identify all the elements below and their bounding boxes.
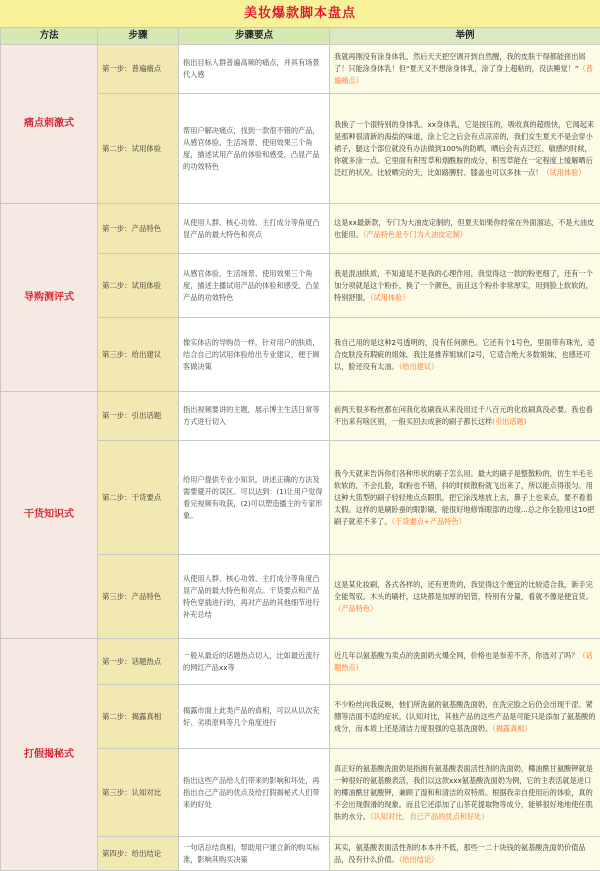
step-cell: 第三步：给出建议 — [98, 318, 179, 392]
example-tag: （给出建议） — [399, 362, 439, 371]
method-cell: 痛点刺激式 — [1, 45, 98, 204]
header-method: 方法 — [1, 28, 98, 45]
table-row — [1, 639, 600, 685]
point-cell: 一句话总结真相，帮助用户建立新的购买标准，影响其购买决策 — [179, 837, 330, 871]
point-cell: 从使用人群、核心功效、主打成分等角度凸显产品的最大特色和亮点 — [179, 204, 330, 254]
point-cell: 指出目标人群普遍高频的痛点，并具有场景代入感 — [179, 45, 330, 94]
point-cell: 指出这些产品给人们带来的影响和坏处，再指出自己产品的优点及给打假揭秘式人们带来的好处 — [179, 749, 330, 837]
point-cell: 指出视频要讲的主题，展示博主生活日常等方式进行切入 — [179, 392, 330, 441]
method-cell: 打假揭秘式 — [1, 639, 98, 871]
example-text: 其实，氨基酸表面活性剂的本本并不低，那些一二十块钱的氨基酸洗面奶价值品品，没有什么价值。 — [334, 843, 586, 864]
point-cell: 揭露市面上此类产品的真相，可以从以次充好、劣质原料等几个角度进行 — [179, 685, 330, 749]
example-text: 不少粉丝向我反映，他们所洗氨的氨基酸洗面奶，在洗完脸之后仍会出现干涩、紧绷等洁面不适的症状。(认知对比，其他产品的这些产品是可能只是添加了氨基酸的成分，而本质上还是清洁力度很强的皂基洗面奶。 — [334, 700, 596, 733]
header-step: 步骤 — [98, 28, 179, 45]
example-text: 我就再刚没有涂身体乳，然后天天把空调开到自然醒，我的皮肤干得都能搓出屑了！只能涂身体乳！但“夏天又不想涂身体乳，涂了身上超粘的，没法睡觉！” — [334, 52, 586, 73]
step-cell: 第四步：给出结论 — [98, 837, 179, 871]
table-row — [1, 45, 600, 94]
example-cell — [330, 94, 600, 204]
step-cell: 第二步：试用体验 — [98, 94, 179, 204]
point-cell: 帮用户解决痛点，找到一款很不错的产品，从感官体验、生活场景、使用效果三个角度，描述试用产品的体验和感受，凸显产品的功效特色 — [179, 94, 330, 204]
example-tag: （认知对比，自己产品的优点和好处） — [370, 812, 489, 821]
point-cell: 像实体店的导购员一样，针对用户的肤质，结合自己的试用体验给出专业建议，便于顾客做决策 — [179, 318, 330, 392]
example-tag: （干货要点+产品特色） — [392, 517, 466, 526]
example-cell — [330, 685, 600, 749]
point-cell: 一般从最近的话题热点切入，比如最近流行的网红产品xx等 — [179, 639, 330, 685]
example-text: 我换了一个很特别的身体乳。xx身体乳，它是按压的，吸收真的超级快，它闻起来是那种很清新的海盐的味道，涂上它之后会有点凉凉的，我们女生夏天不是会穿小裙子，腿这个部位就没有办法做到100%的防晒，晒后会有点泛红、敏感的时候，你就多涂一点。它里面有积雪草和烟酰胺的成分，积雪草能在一定程度上缓解晒后泛红的状况。比较晒完的天，比如路膊肘、膝盖也可以多抹一点！ — [334, 120, 594, 177]
script-table — [0, 27, 600, 871]
header-point: 步骤要点 — [179, 28, 330, 45]
example-cell — [330, 555, 600, 639]
point-cell: 从感官体验、生活场景、使用效果三个角度，描述主播试用产品的体验和感受，凸显产品的功效特色 — [179, 254, 330, 318]
point-cell: 给用户提供专业小知识，讲述正确的方法及需要避开的误区。可以达到：(1)让用户觉得看完视频有收获，(2)可以塑造播主的专家形象。 — [179, 441, 330, 555]
example-tag: （给出结论） — [399, 855, 439, 864]
example-cell — [330, 639, 600, 685]
example-tag: （产品特色） — [334, 604, 377, 613]
example-text: 前两天很多粉丝都在问我化妆刷我从来没用过千八百元的化妆刷真没必要。我也看不出来有啥区别，一般买回去成套的刷子都长这样 — [334, 405, 593, 426]
step-cell: 第二步：试用体验 — [98, 254, 179, 318]
table-row — [1, 204, 600, 254]
example-text: 真正好的氨基酸洗面奶是指拥有氨基酸表面活性剂的洗面奶，椰油酰甘氨酸钾就是一种很好的氨基酸表活，我们以这款xxx氨基酸洗面奶为例，它的主表活就是进口的椰油酰甘氨酸钾，兼顾了湿和和清洁的双特质。根据我亲自使用后的体验，真的不会出现假滑的现象。而且它还添加了山茶花提取物等成分，能够很好地地使任肌肤的水分。 — [334, 764, 593, 821]
example-tag: （产品特色是专门为大油皮定制） — [363, 230, 467, 239]
method-cell: 干货知识式 — [1, 392, 98, 639]
step-cell: 第二步：干货要点 — [98, 441, 179, 555]
example-text: 我今天就来告诉你们各种形状的刷子怎么用。最大的刷子是整散粉的，仿生羊毛毛软软的，不会扎脸，取粉也不错，抖的时候散粉就飞出来了，所以能点得很匀。用这种大笛型的刷子轻轻地点点眼肌，把它涂浅地放上去，鼻子上也来点，要不看着太假。这样的是刷卧蚕的眼影刷，能很好地修饰眼部的边缘...总之你全脸用这10把刷子就差不多了。 — [334, 469, 594, 526]
example-cell — [330, 441, 600, 555]
example-tag: （试用体验） — [370, 293, 410, 302]
step-cell: 第三步：认知对比 — [98, 749, 179, 837]
example-cell — [330, 45, 600, 94]
example-cell — [330, 254, 600, 318]
method-cell: 导购测评式 — [1, 204, 98, 392]
example-cell — [330, 749, 600, 837]
point-cell: 从使用人群、核心功效、主打成分等角度凸显产品的最大特色和亮点。干货要点和产品特色穿插进行的，再对产品的其他细节进行补充总结 — [179, 555, 330, 639]
page-title: 美妆爆款脚本盘点 — [0, 0, 600, 27]
example-text: 我自己用的是这种2号透明的，没有任何颜色。它还有个1号色，里面带有珠光，适合皮肤没有瑕疵的姐妹。我注是推荐姐妹们2号，它适合绝大多数姐妹，也感还可以，脸还没有太油。 — [334, 338, 595, 371]
step-cell: 第一步：话题热点 — [98, 639, 179, 685]
example-text: 近几年以氨基酸为卖点的洗面奶火爆全网，价格也是参差不齐，你选对了吗？ — [334, 651, 578, 660]
step-cell: 第二步：揭露真相 — [98, 685, 179, 749]
header-example: 举例 — [330, 28, 600, 45]
step-cell: 第一步：引出话题 — [98, 392, 179, 441]
step-cell: 第一步：产品特色 — [98, 204, 179, 254]
example-tag: （揭露真相） — [492, 724, 532, 733]
example-cell — [330, 318, 600, 392]
example-text: 这是某化妆刷，各式各样的，还有更贵的，我觉得这个便宜的比较适合我，新手完全能驾驭。木头的刷杆，这块都是加厚的铝管，特别有分量，看就不像是便宜货。 — [334, 580, 593, 601]
step-cell: 第一步：普遍痛点 — [98, 45, 179, 94]
example-text: 这是xx最新款，专门为大油皮定制的，但夏天如果你经常在外面溜达，不是大油皮也能用。 — [334, 218, 594, 239]
example-cell — [330, 392, 600, 441]
example-cell — [330, 204, 600, 254]
step-cell: 第三步：产品特色 — [98, 555, 179, 639]
example-cell — [330, 837, 600, 871]
example-tag: （普遍痛点） — [334, 64, 593, 85]
example-tag: （话题热点） — [334, 651, 593, 672]
example-tag: （试用体验） — [542, 168, 585, 177]
table-row — [1, 392, 600, 441]
example-text: 我是混油肤质，不知道是不是我的心理作用，我觉得这一款的粉更细了，还有一个加分项就是这个粉扑，换了一个颜色，而且这个粉扑非常厚实，用到脸上软软的，特别舒服。 — [334, 269, 593, 302]
table-header-row — [1, 28, 600, 45]
example-tag: (引出话题) — [492, 417, 526, 426]
